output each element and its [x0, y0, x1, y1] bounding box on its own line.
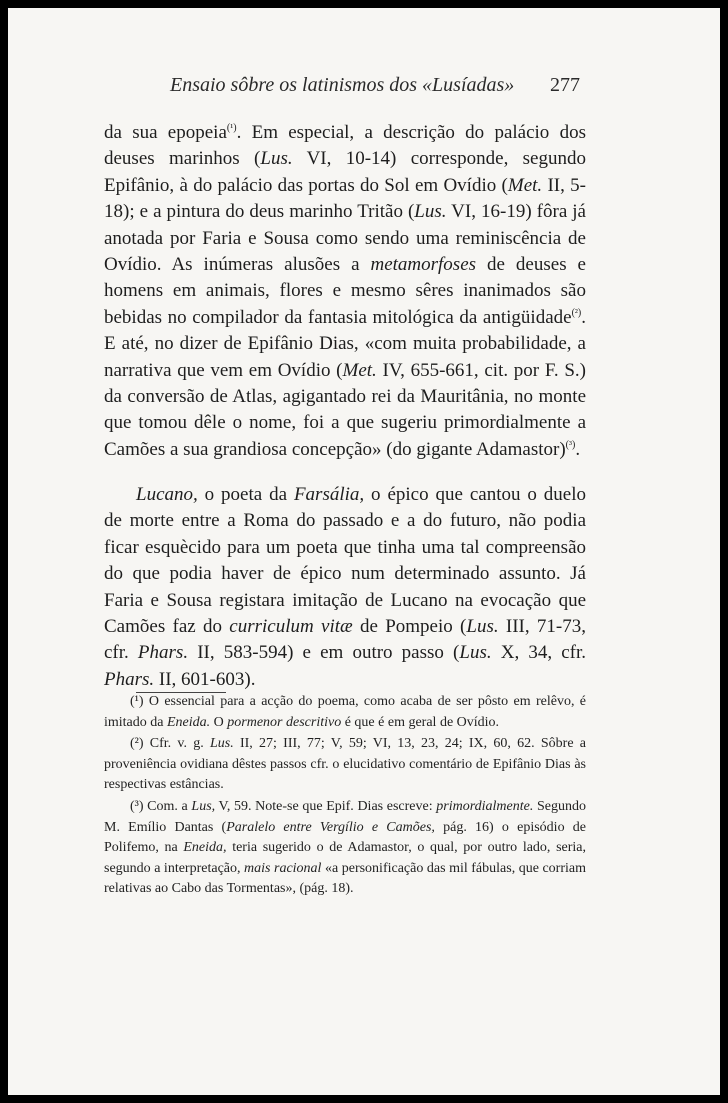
text: II, 601-603).	[154, 668, 256, 690]
citation: Phars.	[104, 668, 155, 690]
emphasis: mais racional	[244, 860, 322, 876]
citation: Eneida.	[167, 714, 211, 730]
citation: Eneida,	[183, 840, 227, 856]
citation: Lus,	[191, 798, 216, 814]
text: VI, 16-19) fôra já anotada por Faria e Sousa como sendo uma reminiscência de Ovídio. As inúmeras alusões a	[104, 201, 586, 276]
text: da sua epopeia	[104, 122, 227, 143]
footnote-3	[104, 797, 586, 900]
footnote-1	[104, 692, 586, 733]
text: Cfr. v. g.	[143, 736, 210, 752]
citation: Lus.	[466, 616, 499, 638]
citation: Phars.	[137, 642, 189, 664]
text: . E até, no dizer de Epifânio Dias, «com muita probabilidade, a narrativa que vem em Ovídio (	[104, 306, 586, 381]
text: O	[210, 714, 228, 730]
citation: Met.	[507, 174, 543, 196]
citation: Met.	[342, 359, 377, 381]
text: é que é em geral de Ovídio.	[341, 714, 500, 730]
text: Com. a	[143, 798, 192, 814]
text: . Em especial, a descrição do palácio dos deuses marinhos (	[104, 122, 586, 170]
emphasis: metamorfoses	[370, 254, 477, 276]
paragraph-lucano	[104, 482, 586, 693]
text: o épico que cantou o duelo de morte entre a Roma do passado e a do futuro, não podia ficar esquècido para um poeta que tinha uma tal compreensão do que podia haver de épico num determinado assunto. Já Faria e Sousa registara imitação de Lucano na evocação que Camões faz do	[104, 484, 587, 638]
text: IV, 655-661, cit. por F. S.) da conversão de Atlas, agigantado rei da Mauritânia, no monte que tomou dêle o nome, foi a que sugeriu primordialmente a Camões a sua grandiosa concepção» (do gigante Adamastor)	[104, 359, 586, 460]
footnote-ref-1: (¹)	[226, 122, 237, 134]
text: X, 34, cfr.	[491, 642, 587, 664]
text: II, 583-594) e em outro passo (	[188, 642, 460, 664]
text: II, 27; III, 77; V, 59; VI, 13, 23, 24; IX, 60, 62. Sôbre a proveniência ovidiana dêstes passos cfr. o elucidativo comentário de Epifânio Dias às respectivas estâncias.	[104, 736, 587, 793]
text: II, 5-18); e a pintura do deus marinho Tritão (	[104, 174, 586, 223]
emphasis: Lucano,	[136, 484, 198, 505]
text: «a personificação das mil fábulas, que corriam relativas ao Cabo das Tormentas», (pág. 18).	[104, 860, 586, 897]
emphasis: primordialmente.	[436, 798, 534, 814]
footnote-mark: (¹)	[130, 694, 144, 709]
emphasis: Farsália,	[293, 484, 365, 505]
text: III, 71-73, cfr.	[104, 616, 586, 664]
text: O essencial para a acção do poema, como acaba de ser pôsto em relêvo, é imitado da	[104, 694, 586, 730]
text: o poeta da	[197, 484, 294, 505]
citation: Paralelo entre Vergílio e Camões,	[226, 819, 435, 835]
running-title: Ensaio sôbre os latinismos dos «Lusíadas»	[170, 74, 515, 96]
footnotes	[104, 692, 586, 901]
paragraph-ovid	[104, 120, 586, 463]
text: pág. 16) o episódio de Polifemo, na	[104, 819, 586, 856]
emphasis: curriculum vitæ	[229, 616, 353, 638]
text: .	[575, 438, 581, 460]
footnote-mark: (²)	[130, 736, 144, 752]
footnote-ref-2: (²)	[571, 307, 582, 319]
footnote-mark: (³)	[130, 798, 144, 814]
citation: Lus.	[210, 736, 234, 752]
text: Segundo M. Emílio Dantas (	[104, 798, 586, 835]
text: V, 59. Note-se que Epif. Dias escreve:	[215, 798, 437, 814]
text: de Pompeio (	[352, 616, 467, 638]
page-number: 277	[550, 74, 580, 96]
citation: Lus.	[260, 148, 293, 170]
book-page	[8, 8, 720, 1095]
footnote-2	[104, 734, 586, 796]
emphasis: pormenor descritivo	[227, 714, 342, 730]
footnote-ref-3: (³)	[565, 439, 576, 451]
text: teria sugerido o de Adamastor, o qual, por outro lado, seria, segundo a interpretação,	[104, 840, 587, 876]
running-head	[170, 74, 580, 97]
text: VI, 10-14) corresponde, segundo Epifânio, à do palácio das portas do Sol em Ovídio (	[104, 148, 586, 196]
text: de deuses e homens em animais, flores e mesmo sêres inanimados são bebidas no compilador da fantasia mitológica da antigüidade	[104, 254, 586, 328]
citation: Lus.	[414, 201, 447, 223]
citation: Lus.	[459, 642, 492, 664]
